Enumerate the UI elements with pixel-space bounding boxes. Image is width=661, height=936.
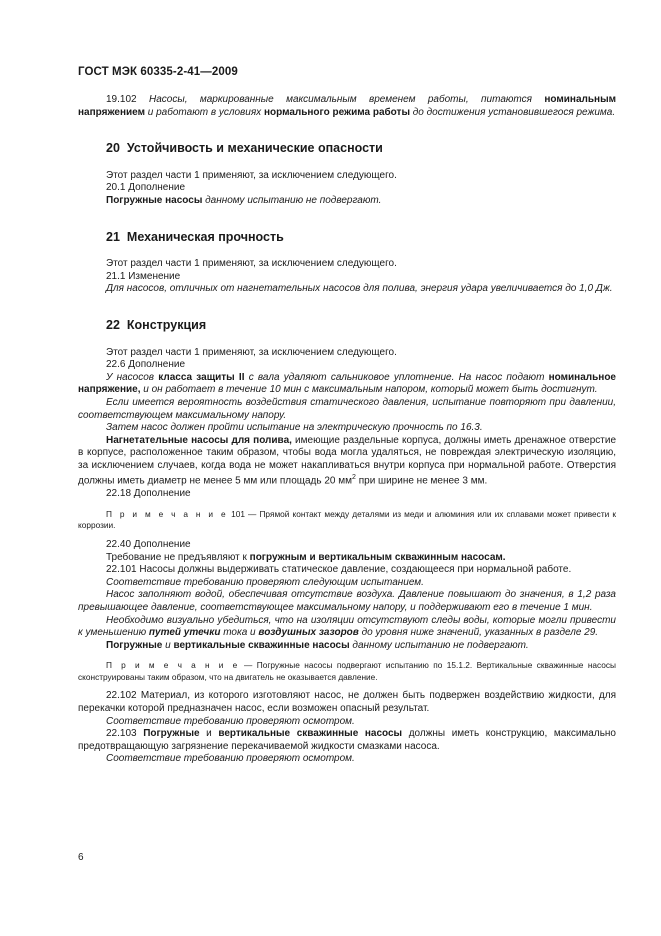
text-run: должны иметь конструкцию, максимально предотвращающую загрязнение перекачиваемой жидкости смазками насоса. — [78, 728, 616, 752]
paragraph — [78, 182, 616, 195]
text-run: с вала удаляют сальниковое уплотнение. На насос подают — [244, 371, 549, 383]
paragraph — [78, 589, 616, 614]
paragraph — [78, 564, 616, 577]
text-run: 22.6 Дополнение — [106, 359, 186, 371]
paragraph — [78, 435, 616, 489]
text-run: 20.1 Дополнение — [106, 182, 186, 194]
text-run: Этот раздел части 1 применяют, за исключением следующего. — [106, 346, 397, 358]
paragraph — [78, 690, 616, 715]
section-number: 21 — [106, 229, 120, 244]
text-run: 22.40 Дополнение — [106, 538, 191, 550]
paragraph — [78, 372, 616, 397]
paragraph — [78, 271, 616, 284]
text-run: 21.1 Изменение — [106, 270, 181, 282]
section-heading — [78, 231, 616, 244]
paragraph — [78, 94, 616, 119]
section-number: 22 — [106, 317, 120, 332]
text-run: Если имеется вероятность воздействия статического давления, испытание повторяют при давлении, соответствующем максимальному напору. — [78, 396, 616, 421]
text-run: Погружные — [143, 728, 200, 740]
text-run: погружным и вертикальным скважинным насосам. — [249, 551, 506, 563]
paragraph — [78, 552, 616, 565]
paragraph — [78, 640, 616, 653]
paragraph — [78, 488, 616, 501]
paragraph — [78, 577, 616, 590]
text-run: 22.103 — [106, 728, 144, 740]
note-label: П р и м е ч а н и е — [106, 660, 240, 671]
text-run: и — [199, 728, 219, 740]
note-label: П р и м е ч а н и е — [106, 508, 228, 519]
text-run: воздушных зазоров — [258, 627, 359, 639]
paragraph — [78, 359, 616, 372]
text-run: класса защиты II — [158, 371, 245, 383]
text-run: Необходимо визуально убедиться, что на изоляции отсутствуют следы воды, которые могли привести к уменьшению — [78, 614, 616, 639]
paragraph — [78, 347, 616, 360]
paragraph — [78, 753, 616, 766]
text-run: путей утечки — [148, 627, 221, 639]
paragraph — [78, 258, 616, 271]
text-run: до уровня ниже значений, указанных в разделе 29. — [358, 627, 599, 639]
section-heading — [78, 319, 616, 332]
text-run: вертикальные скважинные насосы — [173, 639, 350, 651]
paragraph — [78, 615, 616, 640]
text-run: Нагнетательные насосы для полива, — [106, 434, 292, 446]
paragraph — [78, 397, 616, 422]
paragraph — [78, 716, 616, 729]
text-run: Насосы, маркированные максимальным временем работы, питаются — [148, 94, 545, 105]
section-number: 20 — [106, 141, 120, 156]
text-run: вертикальные скважинные насосы — [218, 728, 403, 740]
text-run: имеющие раздельные корпуса, должны иметь дренажное отверстие в корпусе, расположенное таким образом, чтобы вода могла удаляться, не повреждая электрическую изоляцию, за исключением случаев, когда вода не может накапливаться внутри корпуса при нормальной работе. Отверстия должны иметь диаметр не менее 5 мм или площадь 20 мм — [78, 434, 617, 487]
text-run: при ширине не менее 3 мм. — [355, 475, 488, 487]
page-number: 6 — [78, 852, 84, 863]
standard-header: ГОСТ МЭК 60335-2-41—2009 — [78, 66, 238, 78]
text-run: 22.102 Материал, из которого изготовляют насос, не должен быть подвержен воздействию жидкости, для перекачки которой предназначен насос, если возможен опасный результат. — [78, 690, 616, 714]
paragraph — [78, 283, 616, 296]
paragraph — [78, 728, 616, 753]
text-run: Соответствие требованию проверяют осмотром. — [106, 753, 355, 765]
paragraph — [78, 170, 616, 183]
note-text: 101 — Прямой контакт между деталями из меди и алюминия или их сплавами может привести к коррозии. — [78, 508, 616, 531]
text-run: Насос заполняют водой, обеспечивая отсутствие воздуха. Давление повышают до значения, в 1,2 раза превышающее давление, соответствующее максимальному напору, и поддерживают его в течение 1 мин. — [78, 589, 616, 613]
text-run: Требование не предъявляют к — [106, 551, 250, 563]
text-run: Погружные насосы — [106, 194, 203, 206]
note — [78, 509, 616, 532]
document-body — [78, 94, 616, 766]
text-run: и — [162, 639, 174, 651]
text-run: номинальным напряжением — [78, 94, 616, 118]
text-run: 22.18 Дополнение — [106, 488, 191, 500]
text-run: данному испытанию не подвергают. — [202, 194, 382, 206]
text-run: Этот раздел части 1 применяют, за исключением следующего. — [106, 258, 397, 270]
text-run: тока и — [220, 627, 259, 639]
text-run: и работают в условиях — [145, 106, 264, 118]
section-heading — [78, 142, 616, 155]
text-run: 2 — [352, 474, 356, 482]
text-run: Соответствие требованию проверяют осмотром. — [106, 715, 355, 727]
text-run: Этот раздел части 1 применяют, за исключением следующего. — [106, 169, 397, 181]
text-run: 22.101 Насосы должны выдерживать статическое давление, создающееся при нормальной работе. — [106, 564, 572, 576]
text-run: Для насосов, отличных от нагнетательных насосов для полива, энергия удара увеличивается до 1,0 Дж. — [106, 283, 613, 295]
note — [78, 660, 616, 683]
text-run: 19.102 — [106, 94, 149, 105]
text-run: Затем насос должен пройти испытание на электрическую прочность по 16.3. — [106, 422, 483, 434]
text-run: до достижения установившегося режима. — [409, 106, 616, 118]
section-title: Конструкция — [126, 317, 207, 332]
text-run: и он работает в течение 10 мин с максимальным напором, который может быть достигнут. — [140, 384, 598, 396]
section-title: Устойчивость и механические опасности — [126, 141, 383, 156]
text-run: данному испытанию не подвергают. — [349, 639, 529, 651]
text-run: Погружные — [106, 639, 163, 651]
text-run: номинальное напряжение, — [78, 371, 616, 396]
paragraph — [78, 195, 616, 208]
paragraph — [78, 422, 616, 435]
text-run: У насосов — [106, 371, 159, 383]
text-run: Соответствие требованию проверяют следующим испытанием. — [106, 576, 424, 588]
text-run: нормального режима работы — [263, 106, 410, 118]
note-text: — Погружные насосы подвергают испытанию по 15.1.2. Вертикальные скважинные насосы сконструированы таким образом, что на двигатель не оказывается давление. — [78, 660, 616, 682]
paragraph — [78, 539, 616, 552]
section-title: Механическая прочность — [126, 229, 284, 244]
